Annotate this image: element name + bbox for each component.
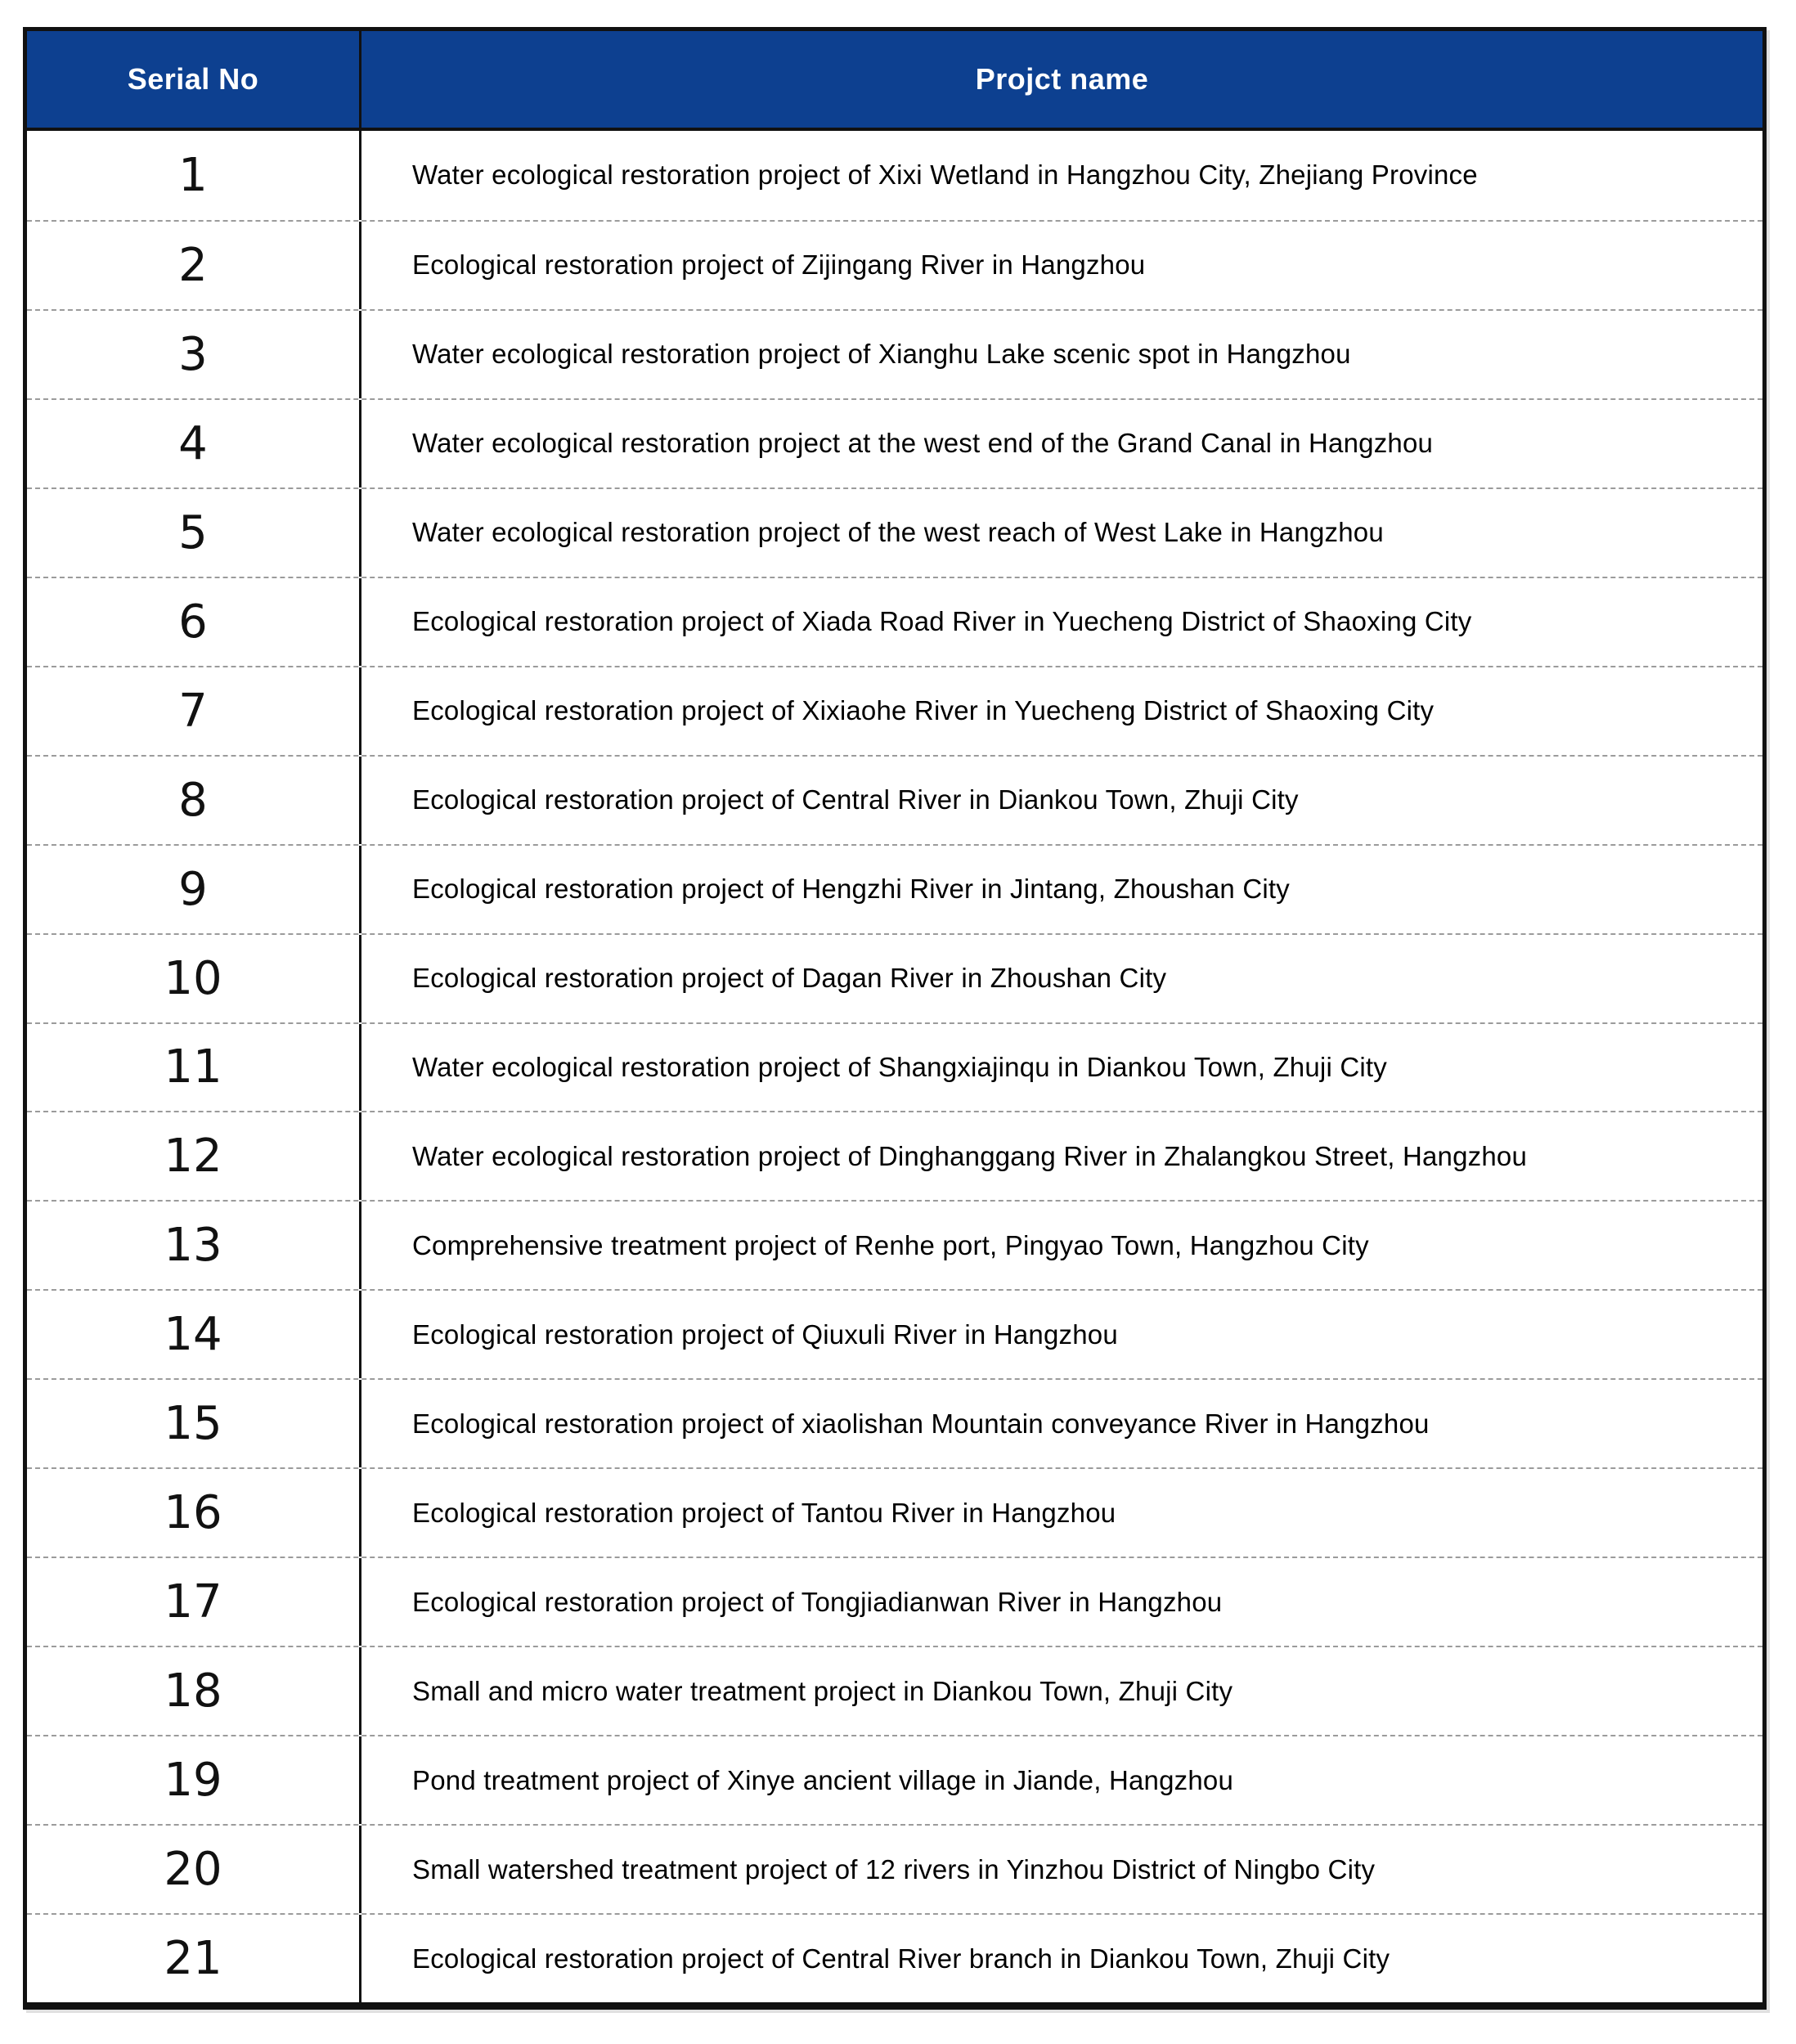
table-row [27,1111,1762,1200]
serial-cell: 3 [27,311,361,398]
serial-cell: 12 [27,1112,361,1200]
project-name-cell: Ecological restoration project of xiaolishan Mountain conveyance River in Hangzhou [412,1408,1430,1439]
table-row [27,220,1762,309]
project-name-cell: Ecological restoration project of Hengzhi River in Jintang, Zhoushan City [412,874,1290,905]
table-row [27,1467,1762,1557]
serial-cell: 5 [27,489,361,577]
table-row [27,844,1762,933]
table-row [27,666,1762,755]
column-header-project-name: Projct name [975,62,1149,96]
project-name-cell: Water ecological restoration project of Xianghu Lake scenic spot in Hangzhou [412,339,1351,370]
project-name-cell: Water ecological restoration project of Shangxiajinqu in Diankou Town, Zhuji City [412,1051,1387,1082]
serial-cell: 7 [27,667,361,755]
table-row [27,487,1762,577]
serial-cell: 16 [27,1469,361,1557]
project-name-cell: Pond treatment project of Xinye ancient village in Jiande, Hangzhou [412,1764,1234,1795]
project-name-cell: Water ecological restoration project at the west end of the Grand Canal in Hangzhou [412,428,1434,459]
table-row [27,1022,1762,1112]
project-name-cell: Water ecological restoration project of Xixi Wetland in Hangzhou City, Zhejiang Province [412,159,1478,191]
project-name-cell: Ecological restoration project of Tantou River in Hangzhou [412,1497,1116,1528]
table-row [27,1913,1762,2002]
serial-cell: 2 [27,222,361,309]
serial-cell: 14 [27,1291,361,1378]
serial-cell: 18 [27,1647,361,1735]
table-row [27,1557,1762,1646]
table-row [27,309,1762,398]
serial-cell: 11 [27,1024,361,1112]
project-name-cell: Ecological restoration project of Dagan River in Zhoushan City [412,963,1167,994]
table-row [27,933,1762,1022]
table-row [27,1824,1762,1913]
serial-cell: 4 [27,400,361,487]
table-body [27,131,1762,2002]
project-name-cell: Ecological restoration project of Central River branch in Diankou Town, Zhuji City [412,1943,1390,1974]
table-row [27,1289,1762,1378]
table-row [27,577,1762,666]
serial-cell: 1 [27,131,361,220]
table-row [27,755,1762,844]
project-name-cell: Water ecological restoration project of the west reach of West Lake in Hangzhou [412,517,1384,548]
serial-cell: 19 [27,1736,361,1824]
table-row [27,1200,1762,1289]
serial-cell: 17 [27,1558,361,1646]
project-name-cell: Ecological restoration project of Qiuxuli River in Hangzhou [412,1318,1118,1350]
column-header-serial-no: Serial No [27,31,361,128]
table-header-row [27,31,1762,131]
projects-table [23,27,1767,2010]
table-row [27,1646,1762,1735]
project-name-cell: Ecological restoration project of Tongjiadianwan River in Hangzhou [412,1586,1223,1617]
table-row [27,1378,1762,1467]
project-name-cell: Ecological restoration project of Zijingang River in Hangzhou [412,249,1146,281]
serial-cell: 6 [27,578,361,666]
serial-cell: 20 [27,1826,361,1913]
project-name-cell: Ecological restoration project of Central River in Diankou Town, Zhuji City [412,784,1299,815]
project-name-cell: Small watershed treatment project of 12 rivers in Yinzhou District of Ningbo City [412,1853,1376,1885]
project-name-cell: Ecological restoration project of Xiada Road River in Yuecheng District of Shaoxing City [412,606,1472,637]
project-name-cell: Water ecological restoration project of Dinghanggang River in Zhalangkou Street, Hangzhou [412,1140,1528,1171]
serial-cell: 9 [27,846,361,933]
table-row [27,131,1762,220]
table-row [27,398,1762,487]
serial-cell: 10 [27,935,361,1022]
serial-cell: 13 [27,1202,361,1289]
serial-cell: 8 [27,757,361,844]
project-name-cell: Comprehensive treatment project of Renhe port, Pingyao Town, Hangzhou City [412,1229,1369,1260]
serial-cell: 15 [27,1380,361,1467]
table-row [27,1735,1762,1824]
project-name-cell: Ecological restoration project of Xixiaohe River in Yuecheng District of Shaoxing City [412,695,1435,726]
project-name-cell: Small and micro water treatment project in Diankou Town, Zhuji City [412,1675,1233,1706]
serial-cell: 21 [27,1915,361,2002]
